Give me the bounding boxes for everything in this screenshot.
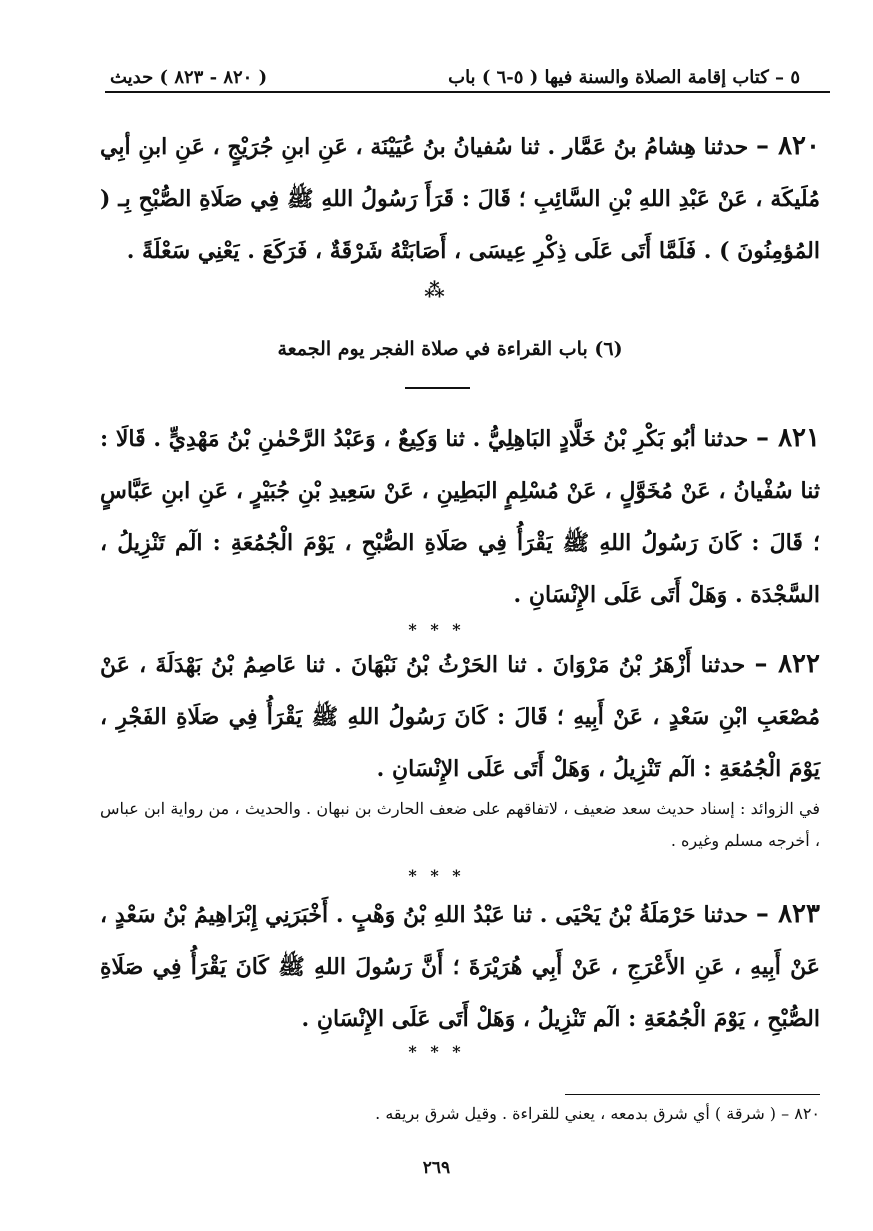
section-separator: * * *	[408, 866, 465, 885]
footnote: ٨٢٠ – ( شرقة ) أي شرق بدمعه ، يعني للقراءة . وقيل شرق بريقه .	[375, 1104, 820, 1123]
header-hadith-range: ( ٨٢٠ - ٨٢٣ ) حديث	[110, 67, 268, 88]
header-book-title: ٥ – كتاب إقامة الصلاة والسنة فيها ( ٥-٦ ) باب	[448, 67, 800, 88]
running-header	[110, 52, 800, 88]
section-separator: * * *	[408, 620, 465, 639]
hadith-820	[100, 120, 820, 277]
hadith-821	[100, 412, 820, 621]
hadith-text: حدثنا حَرْمَلَةُ بْنُ يَحْيَى . ثنا عَبْدُ اللهِ بْنُ وَهْبٍ . أَخْبَرَنِي إِبْرَاهِيمُ بْنُ سَعْدٍ ، عَنْ أَبِيهِ ، عَنِ الأَعْرَجِ ، عَنْ أَبِي هُرَيْرَةَ ؛ أَنَّ رَسُولَ اللهِ ﷺ كَانَ يَقْرَأُ فِي صَلَاةِ الصُّبْحِ ، يَوْمَ الْجُمُعَةِ : الٓم تَنْزِيلُ ، وَهَلْ أَتَى عَلَى الإِنْسَانِ .	[100, 902, 820, 1032]
hadith-text: حدثنا أَزْهَرُ بْنُ مَرْوَانَ . ثنا الحَرْثُ بْنُ نَبْهَانَ . ثنا عَاصِمُ بْنُ بَهْدَلَةَ ، عَنْ مُصْعَبِ ابْنِ سَعْدٍ ، عَنْ أَبِيهِ ؛ قَالَ : كَانَ رَسُولُ اللهِ ﷺ يَقْرَأُ فِي صَلَاةِ الفَجْرِ ، يَوْمَ الْجُمُعَةِ : الٓم تَنْزِيلُ ، وَهَلْ أَتَى عَلَى الإِنْسَانِ .	[100, 652, 820, 782]
star-separator: ⁂	[424, 278, 449, 302]
hadith-text: حدثنا هِشامُ بنُ عَمَّار . ثنا سُفيانُ بنُ عُيَيْنَة ، عَنِ ابنِ جُرَيْجٍ ، عَنِ ابنِ أبِي مُلَيكَة ، عَنْ عَبْدِ اللهِ بْنِ السَّائِبِ ؛ قَالَ : قَرَأَ رَسُولُ اللهِ ﷺ فِي صَلَاةِ الصُّبْحِ بِـ ( المُؤمِنُونَ ) . فَلَمَّا أَتَى عَلَى ذِكْرِ عِيسَى ، أَصَابَتْهُ شَرْقَةٌ ، فَرَكَعَ . يَعْنِي سَعْلَةً .	[100, 134, 820, 264]
section-separator: * * *	[408, 1042, 465, 1061]
hadith-822	[100, 638, 820, 795]
zawaid-note: في الزوائد : إسناد حديث سعد ضعيف ، لاتفاقهم على ضعف الحارث بن نبهان . والحديث ، من رواية ابن عباس ، أخرجه مسلم وغيره .	[100, 799, 820, 850]
chapter-title-rule	[405, 387, 470, 389]
hadith-number: ٨٢١ –	[755, 423, 820, 453]
footnote-rule	[565, 1094, 820, 1095]
hadith-823	[100, 888, 820, 1045]
hadith-text: حدثنا أبُو بَكْرِ بْنُ خَلَّادٍ البَاهِلِيُّ . ثنا وَكِيعٌ ، وَعَبْدُ الرَّحْمٰنِ بْنُ مَهْدِيٍّ . قَالَا : ثنا سُفْيانُ ، عَنْ مُخَوَّلٍ ، عَنْ مُسْلِمٍ البَطِينِ ، عَنْ سَعِيدِ بْنِ جُبَيْرٍ ، عَنِ ابنِ عَبَّاسٍ ؛ قَالَ : كَانَ رَسُولُ اللهِ ﷺ يَقْرَأُ فِي صَلَاةِ الصُّبْحِ ، يَوْمَ الْجُمُعَةِ : الٓم تَنْزِيلُ ، السَّجْدَة . وَهَلْ أَتَى عَلَى الإِنْسَانِ .	[100, 426, 820, 608]
header-rule	[105, 91, 830, 93]
hadith-number: ٨٢٠ –	[755, 131, 820, 161]
chapter-title: (٦) باب القراءة في صلاة الفجر يوم الجمعة	[277, 338, 623, 360]
hadith-number: ٨٢٣ –	[755, 899, 820, 929]
page-number: ٢٦٩	[422, 1158, 451, 1178]
hadith-number: ٨٢٢ –	[754, 649, 820, 679]
